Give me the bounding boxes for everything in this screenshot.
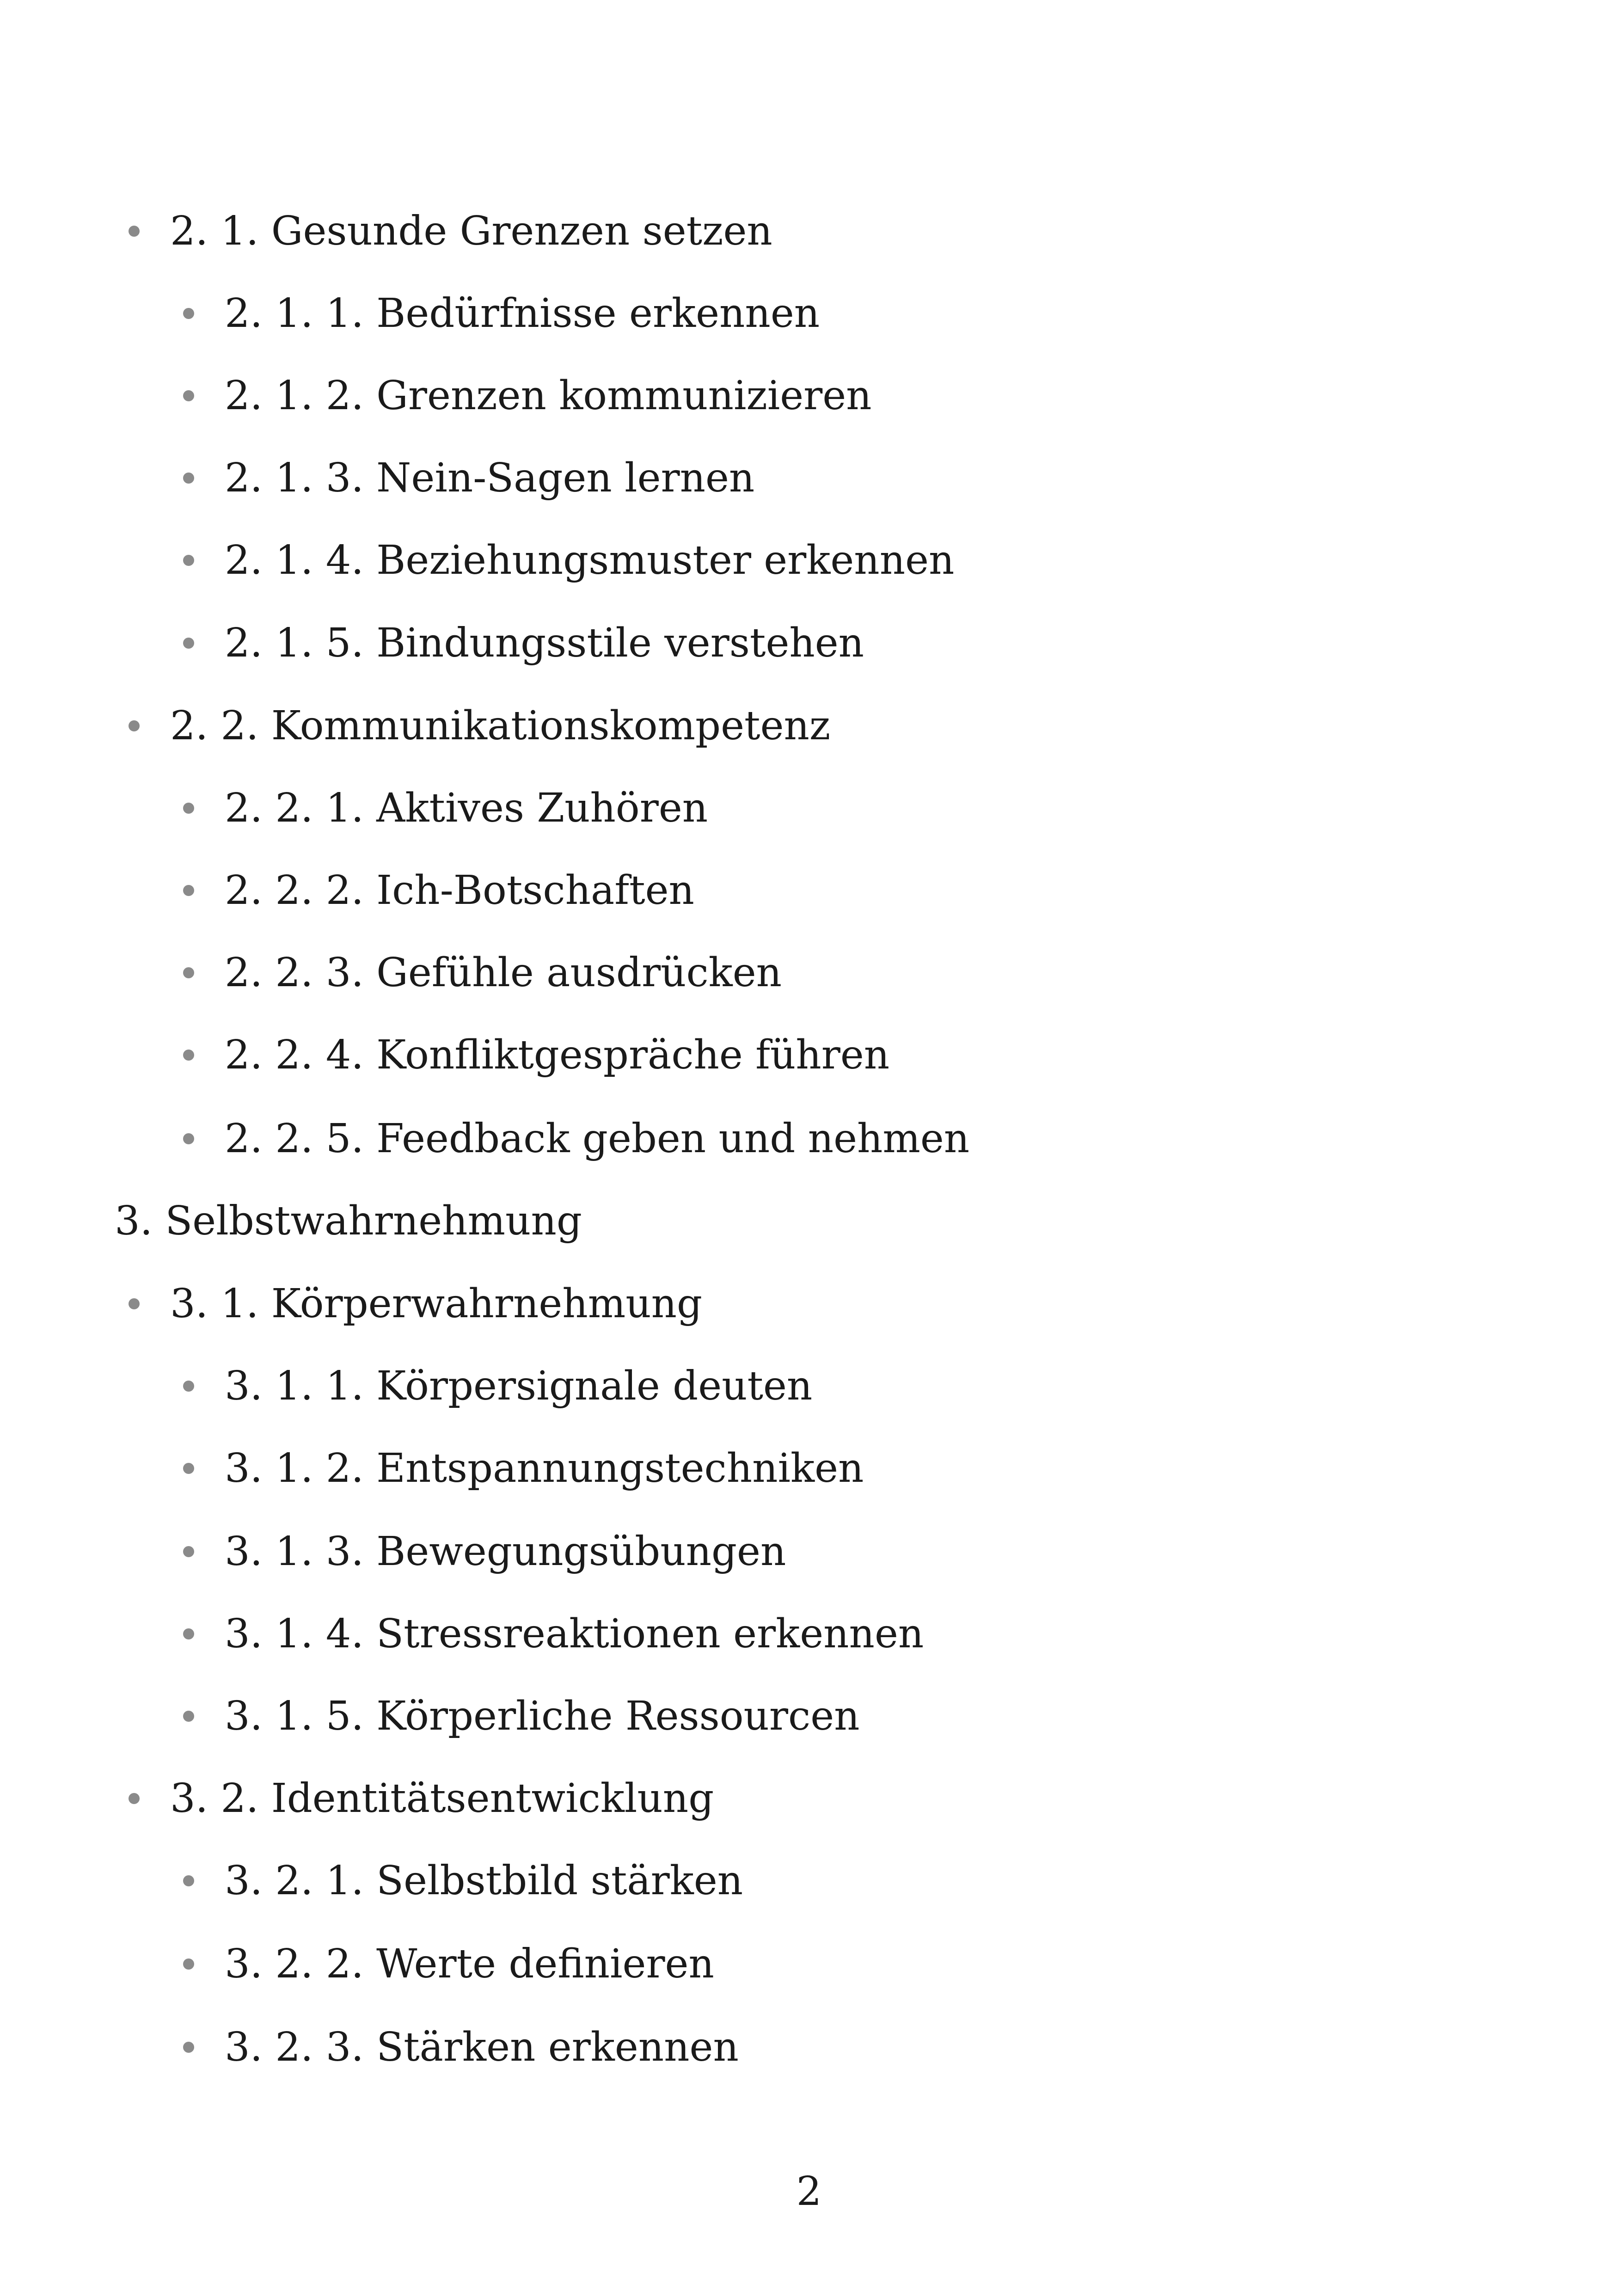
outline-text: 2. 1. 1. Bedürfnisse erkennen <box>225 290 820 337</box>
outline-text: 2. 2. 4. Konfliktgespräche führen <box>225 1032 890 1078</box>
bullet-icon <box>183 803 194 814</box>
outline-subitem <box>0 1936 1618 1992</box>
bullet-icon <box>183 555 194 566</box>
outline-text: 2. 1. Gesunde Grenzen setzen <box>170 208 772 254</box>
outline-subitem <box>0 368 1618 424</box>
outline-subitem <box>0 1524 1618 1579</box>
outline-subitem <box>0 615 1618 671</box>
outline-subitem <box>0 1027 1618 1083</box>
bullet-icon <box>129 1298 140 1309</box>
outline-subitem <box>0 1688 1618 1744</box>
outline-text: 3. 2. 1. Selbstbild stärken <box>225 1858 743 1904</box>
page-number: 2 <box>796 2168 822 2215</box>
outline-text: 3. 2. 2. Werte definieren <box>225 1941 714 1987</box>
outline-text: 3. 1. 3. Bewegungsübungen <box>225 1529 786 1575</box>
outline-text: 2. 2. 3. Gefühle ausdrücken <box>225 950 782 996</box>
outline-text: 2. 2. Kommunikationskompetenz <box>170 703 831 749</box>
outline-subitem <box>0 1358 1618 1414</box>
bullet-icon <box>129 1793 140 1804</box>
outline-item <box>0 1771 1618 1826</box>
outline-text: 2. 1. 4. Beziehungsmuster erkennen <box>225 537 955 583</box>
outline-heading <box>0 1193 1618 1249</box>
outline-text: 3. 1. Körperwahrnehmung <box>170 1281 703 1327</box>
bullet-icon <box>183 967 194 978</box>
outline-text: 3. 2. Identitätsentwicklung <box>170 1775 714 1822</box>
bullet-icon <box>183 1050 194 1061</box>
bullet-icon <box>129 720 140 731</box>
bullet-icon <box>129 226 140 237</box>
bullet-icon <box>183 638 194 649</box>
outline-item <box>0 698 1618 754</box>
bullet-icon <box>183 1875 194 1886</box>
outline-subitem <box>0 2020 1618 2075</box>
outline-subitem <box>0 863 1618 918</box>
outline-subitem <box>0 780 1618 836</box>
bullet-icon <box>183 1546 194 1557</box>
outline-text: 2. 1. 5. Bindungsstile verstehen <box>225 620 864 666</box>
bullet-icon <box>183 1463 194 1474</box>
outline-subitem <box>0 450 1618 506</box>
outline-text: 3. 2. 3. Stärken erkennen <box>225 2024 739 2070</box>
bullet-icon <box>183 1628 194 1639</box>
outline-subitem <box>0 286 1618 341</box>
outline-subitem <box>0 945 1618 1001</box>
outline-text: 3. 1. 1. Körpersignale deuten <box>225 1363 813 1409</box>
outline-text: 2. 2. 2. Ich-Botschaften <box>225 867 694 914</box>
bullet-icon <box>183 885 194 896</box>
outline-text: 3. 1. 4. Stressreaktionen erkennen <box>225 1611 924 1657</box>
bullet-icon <box>183 473 194 484</box>
outline-text: 2. 1. 3. Nein-Sagen lernen <box>225 455 755 501</box>
outline-item <box>0 1276 1618 1332</box>
bullet-icon <box>183 1958 194 1970</box>
bullet-icon <box>183 1133 194 1144</box>
bullet-icon <box>183 390 194 401</box>
outline-item <box>0 203 1618 259</box>
outline-subitem <box>0 1606 1618 1662</box>
bullet-icon <box>183 2042 194 2053</box>
outline-text: 2. 1. 2. Grenzen kommunizieren <box>225 373 872 419</box>
bullet-icon <box>183 1381 194 1392</box>
outline-subitem <box>0 1853 1618 1909</box>
outline-text: 3. 1. 5. Körperliche Ressourcen <box>225 1693 860 1739</box>
outline-text: 2. 2. 5. Feedback geben und nehmen <box>225 1116 970 1162</box>
bullet-icon <box>183 1711 194 1722</box>
outline-subitem <box>0 533 1618 588</box>
outline-subitem <box>0 1441 1618 1496</box>
bullet-icon <box>183 308 194 319</box>
outline-text: 2. 2. 1. Aktives Zuhören <box>225 785 708 831</box>
outline-text: 3. Selbstwahrnehmung <box>115 1198 582 1244</box>
outline-text: 3. 1. 2. Entspannungstechniken <box>225 1445 864 1492</box>
outline-subitem <box>0 1111 1618 1166</box>
